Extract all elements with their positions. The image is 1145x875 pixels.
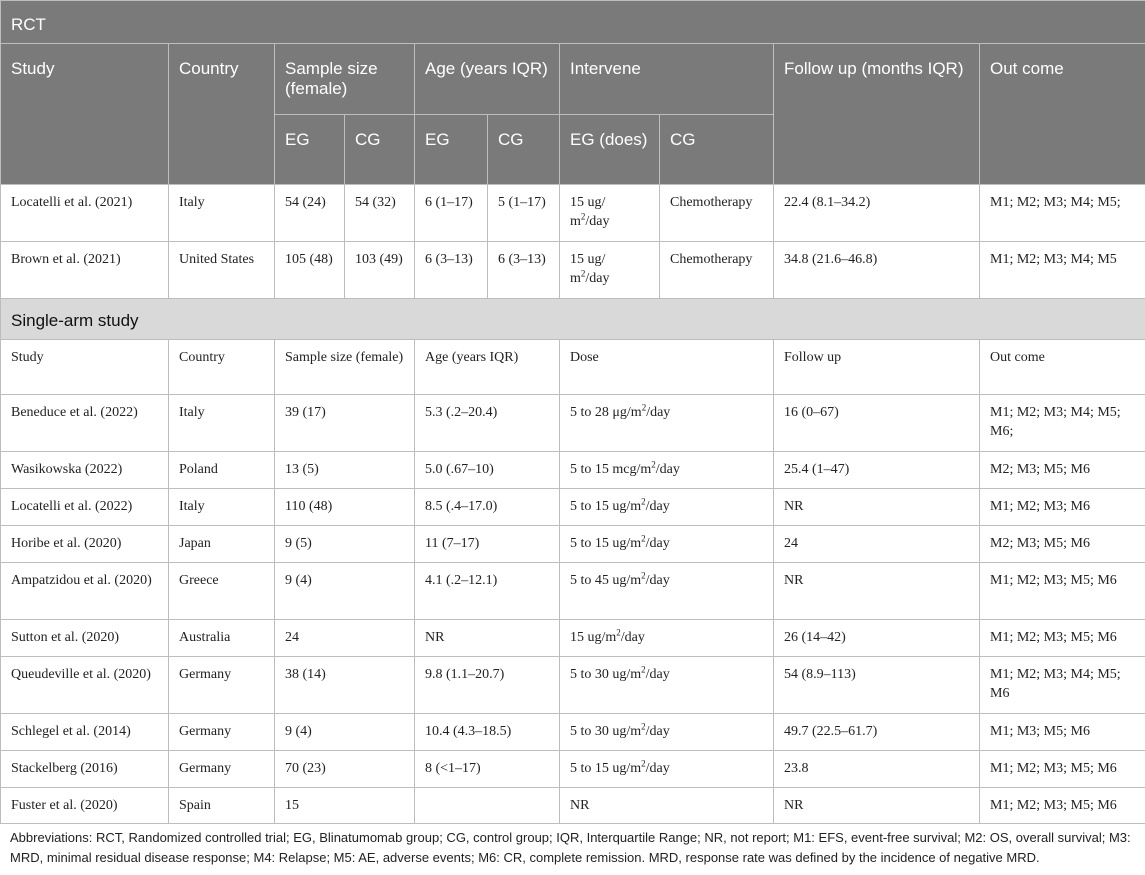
cg-intervene-cell: Chemotherapy: [660, 242, 774, 299]
follow-up-cell: 54 (8.9–113): [774, 657, 980, 714]
dose-exponent: 2: [580, 211, 586, 222]
sa-header-follow-up: Follow up: [774, 340, 980, 395]
dose-cell: [560, 395, 774, 452]
follow-up-cell: 25.4 (1–47): [774, 452, 980, 489]
outcome-cell: M1; M2; M3; M5; M6: [980, 788, 1145, 824]
dose-cell: [560, 714, 774, 751]
single-arm-row: [1, 657, 1145, 714]
outcome-cell: M1; M3; M5; M6: [980, 714, 1145, 751]
cg-intervene-cell: Chemotherapy: [660, 185, 774, 242]
single-arm-row: [1, 489, 1145, 526]
rct-banner-row: [1, 1, 1145, 44]
dose-text: 5 to 15 mcg/m: [570, 462, 652, 477]
eg-age-cell: 6 (1–17): [415, 185, 488, 242]
country-cell: Greece: [169, 563, 275, 620]
rct-header-age: Age (years IQR): [415, 44, 560, 115]
dose-exponent: 2: [616, 627, 621, 638]
single-arm-row: [1, 526, 1145, 563]
sample-cell: 13 (5): [275, 452, 415, 489]
dose-cell: [560, 452, 774, 489]
dose-exponent: 2: [641, 533, 646, 544]
country-cell: Spain: [169, 788, 275, 824]
dose-cell: [560, 788, 774, 824]
study-cell: Fuster et al. (2020): [1, 788, 169, 824]
cg-sample-cell: 54 (32): [345, 185, 415, 242]
age-cell: 8 (<1–17): [415, 751, 560, 788]
follow-up-cell: NR: [774, 563, 980, 620]
outcome-cell: M1; M2; M3; M4; M5: [980, 242, 1145, 299]
rct-subheader-cg-age: CG: [488, 115, 560, 185]
age-cell: NR: [415, 620, 560, 657]
age-cell: 5.0 (.67–10): [415, 452, 560, 489]
follow-up-cell: 49.7 (22.5–61.7): [774, 714, 980, 751]
country-cell: Italy: [169, 185, 275, 242]
sample-cell: 39 (17): [275, 395, 415, 452]
dose-text: 5 to 15 ug/m: [570, 499, 642, 514]
single-arm-header-row: [1, 340, 1145, 395]
study-cell: Sutton et al. (2020): [1, 620, 169, 657]
country-cell: Australia: [169, 620, 275, 657]
sa-header-study: Study: [1, 340, 169, 395]
study-cell: Stackelberg (2016): [1, 751, 169, 788]
sa-header-outcome: Out come: [980, 340, 1145, 395]
rct-subheader-eg-age: EG: [415, 115, 488, 185]
dose-text: 15 ug/: [570, 252, 606, 267]
study-cell: Beneduce et al. (2022): [1, 395, 169, 452]
dose-text: NR: [570, 798, 590, 813]
study-cell: Wasikowska (2022): [1, 452, 169, 489]
study-cell: Ampatzidou et al. (2020): [1, 563, 169, 620]
outcome-cell: M2; M3; M5; M6: [980, 452, 1145, 489]
cg-age-cell: 6 (3–13): [488, 242, 560, 299]
sample-cell: 9 (4): [275, 714, 415, 751]
dose-exponent: 2: [641, 721, 646, 732]
dose-per-day: /day: [585, 214, 610, 229]
outcome-cell: M1; M2; M3; M5; M6: [980, 563, 1145, 620]
dose-per-day: /day: [645, 499, 670, 514]
age-cell: 11 (7–17): [415, 526, 560, 563]
outcome-cell: M1; M2; M3; M6: [980, 489, 1145, 526]
dose-per-day: /day: [645, 761, 670, 776]
eg-sample-cell: 105 (48): [275, 242, 345, 299]
dose-text: 5 to 30 ug/m: [570, 667, 642, 682]
age-cell: 4.1 (.2–12.1): [415, 563, 560, 620]
study-cell: Locatelli et al. (2022): [1, 489, 169, 526]
eg-dose-cell: [560, 185, 660, 242]
dose-exponent: 2: [580, 268, 586, 279]
dose-per-day: /day: [655, 462, 680, 477]
outcome-cell: M1; M2; M3; M4; M5; M6: [980, 657, 1145, 714]
cg-age-cell: 5 (1–17): [488, 185, 560, 242]
age-cell: [415, 788, 560, 824]
dose-cell: [560, 657, 774, 714]
dose-text: 5 to 30 ug/m: [570, 724, 642, 739]
dose-cell: [560, 563, 774, 620]
sa-header-country: Country: [169, 340, 275, 395]
sample-cell: 9 (4): [275, 563, 415, 620]
rct-header-study: Study: [1, 44, 169, 185]
study-cell: Schlegel et al. (2014): [1, 714, 169, 751]
country-cell: Italy: [169, 395, 275, 452]
rct-header-country: Country: [169, 44, 275, 185]
dose-cell: [560, 526, 774, 563]
cg-sample-cell: 103 (49): [345, 242, 415, 299]
dose-per-day: /day: [585, 271, 610, 286]
follow-up-cell: NR: [774, 788, 980, 824]
sa-header-dose: Dose: [560, 340, 774, 395]
dose-text: 15 ug/m: [570, 630, 617, 645]
dose-unit: m: [570, 214, 581, 229]
dose-exponent: 2: [641, 570, 646, 581]
rct-header-follow-up: Follow up (months IQR): [774, 44, 980, 185]
dose-per-day: /day: [646, 405, 671, 420]
dose-exponent: 2: [641, 402, 647, 413]
age-cell: 10.4 (4.3–18.5): [415, 714, 560, 751]
dose-cell: [560, 751, 774, 788]
country-cell: Germany: [169, 751, 275, 788]
country-cell: Japan: [169, 526, 275, 563]
outcome-cell: M1; M2; M3; M5; M6: [980, 620, 1145, 657]
dose-exponent: 2: [641, 758, 646, 769]
country-cell: Germany: [169, 657, 275, 714]
sa-header-age: Age (years IQR): [415, 340, 560, 395]
sample-cell: 38 (14): [275, 657, 415, 714]
country-cell: Poland: [169, 452, 275, 489]
rct-row: [1, 242, 1145, 299]
follow-up-cell: 26 (14–42): [774, 620, 980, 657]
rct-row: [1, 185, 1145, 242]
dose-text: 5 to 28 μg/m: [570, 405, 642, 420]
single-arm-row: [1, 395, 1145, 452]
rct-subheader-cg-intervene: CG: [660, 115, 774, 185]
age-cell: 9.8 (1.1–20.7): [415, 657, 560, 714]
dose-per-day: /day: [645, 536, 670, 551]
country-cell: United States: [169, 242, 275, 299]
age-cell: 8.5 (.4–17.0): [415, 489, 560, 526]
study-cell: Brown et al. (2021): [1, 242, 169, 299]
rct-banner: RCT: [1, 1, 1145, 44]
study-cell: Queudeville et al. (2020): [1, 657, 169, 714]
dose-unit: m: [570, 271, 581, 286]
dose-text: 5 to 15 ug/m: [570, 761, 642, 776]
follow-up-cell: NR: [774, 489, 980, 526]
rct-header-row: [1, 44, 1145, 115]
follow-up-cell: 34.8 (21.6–46.8): [774, 242, 980, 299]
follow-up-cell: 16 (0–67): [774, 395, 980, 452]
sample-cell: 70 (23): [275, 751, 415, 788]
country-cell: Germany: [169, 714, 275, 751]
rct-header-intervene: Intervene: [560, 44, 774, 115]
sample-cell: 9 (5): [275, 526, 415, 563]
sample-cell: 15: [275, 788, 415, 824]
dose-text: 15 ug/: [570, 195, 606, 210]
outcome-cell: M1; M2; M3; M4; M5; M6;: [980, 395, 1145, 452]
dose-per-day: /day: [645, 724, 670, 739]
single-arm-row: [1, 714, 1145, 751]
sa-header-sample-size: Sample size (female): [275, 340, 415, 395]
dose-per-day: /day: [645, 573, 670, 588]
follow-up-cell: 22.4 (8.1–34.2): [774, 185, 980, 242]
follow-up-cell: 23.8: [774, 751, 980, 788]
dose-text: 5 to 45 ug/m: [570, 573, 642, 588]
eg-sample-cell: 54 (24): [275, 185, 345, 242]
dose-exponent: 2: [641, 496, 646, 507]
outcome-cell: M2; M3; M5; M6: [980, 526, 1145, 563]
follow-up-cell: 24: [774, 526, 980, 563]
dose-exponent: 2: [641, 664, 646, 675]
single-arm-row: [1, 620, 1145, 657]
rct-header-sample-size: Sample size (female): [275, 44, 415, 115]
outcome-cell: M1; M2; M3; M5; M6: [980, 751, 1145, 788]
single-arm-row: [1, 563, 1145, 620]
rct-subheader-eg-sample: EG: [275, 115, 345, 185]
rct-subheader-cg-sample: CG: [345, 115, 415, 185]
age-cell: 5.3 (.2–20.4): [415, 395, 560, 452]
single-arm-banner: Single-arm study: [1, 299, 1145, 340]
eg-dose-cell: [560, 242, 660, 299]
dose-cell: [560, 489, 774, 526]
dose-cell: [560, 620, 774, 657]
single-arm-banner-row: [1, 299, 1145, 340]
dose-per-day: /day: [620, 630, 645, 645]
sample-cell: 110 (48): [275, 489, 415, 526]
outcome-cell: M1; M2; M3; M4; M5;: [980, 185, 1145, 242]
table-footnote: Abbreviations: RCT, Randomized controlled trial; EG, Blinatumomab group; CG, control group; IQR, Interquartile Range; NR, not report; M1: EFS, event-free survival; M2: OS, overall survival; M3: MRD, minimal residual disease response; M4: Relapse; M5: AE, adverse events; M6: CR, complete remission. MRD, response rate was defined by the incidence of negative MRD.: [10, 830, 1131, 865]
dose-exponent: 2: [651, 459, 656, 470]
study-cell: Horibe et al. (2020): [1, 526, 169, 563]
rct-header-outcome: Out come: [980, 44, 1145, 185]
single-arm-row: [1, 751, 1145, 788]
dose-text: 5 to 15 ug/m: [570, 536, 642, 551]
dose-per-day: /day: [645, 667, 670, 682]
single-arm-row: [1, 452, 1145, 489]
rct-subheader-eg-intervene: EG (does): [560, 115, 660, 185]
eg-age-cell: 6 (3–13): [415, 242, 488, 299]
single-arm-row: [1, 788, 1145, 824]
country-cell: Italy: [169, 489, 275, 526]
sample-cell: 24: [275, 620, 415, 657]
study-cell: Locatelli et al. (2021): [1, 185, 169, 242]
